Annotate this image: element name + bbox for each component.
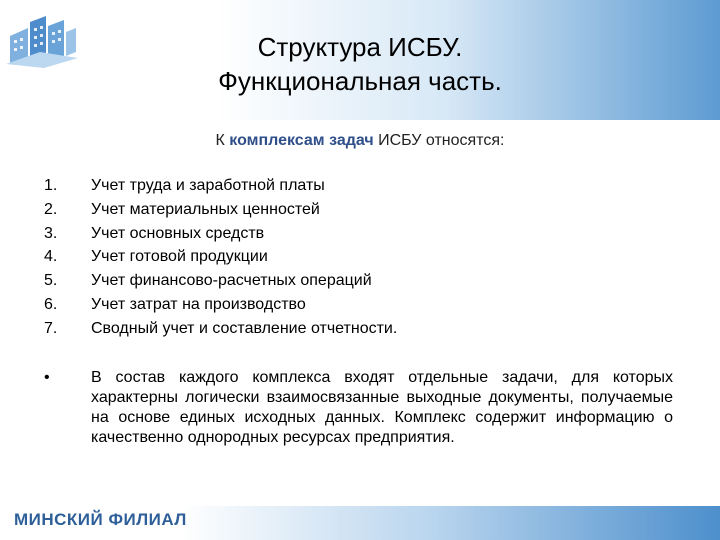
list-item-number: 3. <box>44 224 58 242</box>
list-item-number: 1. <box>44 177 58 194</box>
footer-label: МИНСКИЙ ФИЛИАЛ <box>14 510 187 529</box>
intro-suffix: ИСБУ относятся: <box>373 132 505 149</box>
bullet-text: В состав каждого комплекса входят отдельные задачи, для которых характерны логически взаимосвязанные выходные документы, получаемые на основе единых исходных данных. Комплекс содержит информацию о качественно однородных ресурсах предприятия. <box>91 369 673 446</box>
intro-highlight: комплексам задач <box>229 132 374 149</box>
list-item-number: 4. <box>44 248 58 266</box>
intro-prefix: К <box>215 132 230 149</box>
list-item-text: Сводный учет и составление отчетности. <box>91 319 398 337</box>
list-item-number: 5. <box>44 272 58 290</box>
list-item-text: Учет финансово-расчетных операций <box>91 272 372 290</box>
list-item-text: Учет труда и заработной платы <box>91 177 325 194</box>
list-item <box>44 174 684 198</box>
list-item-number: 6. <box>44 295 58 313</box>
list-item-text: Учет основных средств <box>91 224 265 242</box>
task-complex-list <box>44 174 684 341</box>
list-item-number: 7. <box>44 319 58 337</box>
list-item <box>44 245 684 269</box>
footer-banner <box>0 506 720 540</box>
list-item-number: 2. <box>44 200 58 218</box>
bullet-marker: • <box>44 369 50 386</box>
list-item-text: Учет готовой продукции <box>91 248 268 266</box>
list-item <box>44 222 684 246</box>
title-line-2: Функциональная часть. <box>218 66 502 96</box>
list-item-text: Учет материальных ценностей <box>91 200 320 218</box>
list-item <box>44 198 684 222</box>
buildings-logo-icon <box>6 6 78 68</box>
list-item <box>44 317 684 341</box>
intro-text <box>0 132 720 150</box>
list-item <box>44 269 684 293</box>
slide-title <box>120 30 600 98</box>
list-item <box>44 293 684 317</box>
list-item-text: Учет затрат на производство <box>91 295 306 313</box>
bullet-paragraph <box>44 368 673 448</box>
title-line-1: Структура ИСБУ. <box>257 32 463 62</box>
